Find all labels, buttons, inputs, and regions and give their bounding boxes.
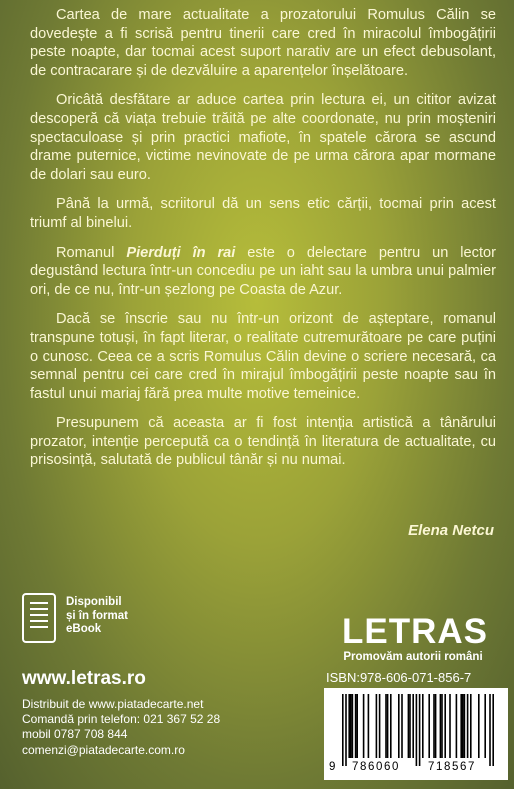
ebook-line-2: și în format — [66, 609, 128, 622]
barcode-bar — [409, 694, 411, 758]
barcode-bar — [368, 694, 370, 758]
barcode-bar — [484, 694, 486, 758]
barcode-bar — [363, 694, 365, 758]
review-author: Elena Netcu — [408, 522, 494, 539]
barcode-bar — [441, 694, 443, 758]
barcode-bar — [460, 694, 462, 758]
publisher-logo: LETRAS — [342, 612, 488, 651]
barcode-bar — [345, 694, 347, 766]
barcode-bar — [462, 694, 464, 758]
ebook-line-1: Disponibil — [66, 596, 122, 608]
barcode-bar — [449, 694, 451, 758]
barcode-bar — [376, 694, 378, 758]
barcode-bar — [408, 694, 410, 758]
barcode-bar — [416, 694, 418, 766]
blurb-paragraph-6: Presupunem că aceasta ar fi fost intenția artistică a tânărului prozator, intenție percepută ca o tendință în literatura de actualitate, cu prisosință, salutată de publicul tânăr și nu numai. — [30, 415, 496, 469]
book-title: Pierduți în rai — [126, 244, 236, 261]
ebook-availability — [66, 596, 128, 637]
blurb-paragraph-3: Până la urmă, scriitorul dă un sens etic cărții, tocmai prin acest triumf al binelui. — [30, 196, 496, 231]
blurb-paragraph-1: Cartea de mare actualitate a prozatorului Romulus Călin se dovedește a fi scrisă pentru tinerii care cred în miracolul îmbogățirii peste noapte, dar tocmai acest suport narativ are un efect debusolant, de contracarare și de dezvăluire a aparențelor înșelătoare. — [30, 7, 496, 79]
isbn-barcode — [324, 688, 508, 780]
barcode-bar — [352, 694, 354, 758]
barcode-bar — [350, 694, 352, 758]
barcode-bar — [385, 694, 387, 758]
barcode-bar — [419, 694, 421, 766]
barcode-bar — [433, 694, 435, 758]
order-email: comenzi@piatadecarte.com.ro — [22, 742, 185, 757]
barcode-right-digits: 718567 — [428, 761, 476, 773]
distributor: Distribuit de www.piatadecarte.net — [22, 697, 204, 711]
barcode-bar — [422, 694, 424, 758]
barcode-bar — [492, 694, 494, 766]
blurb-paragraph-2: Oricâtă desfătare ar aduce cartea prin lectura ei, un cititor avizat descoperă că viața trebuie trăită pe alte coordonate, nu prin moșteniri spectaculoase și prin practici mafiote, în spatele cărora se ascund drame puternice, victime nevinovate de pe urma cărora apar mormane de dolari sau euro. — [30, 92, 496, 183]
order-phone: Comandă prin telefon: 021 367 52 28 — [22, 712, 221, 727]
barcode-bar — [478, 694, 480, 758]
barcode-bar — [489, 694, 491, 766]
barcode-bar — [390, 694, 392, 758]
ebook-reader-icon — [22, 593, 56, 643]
barcode-bar — [355, 694, 357, 758]
barcode-bar — [456, 694, 458, 758]
barcode-bar — [401, 694, 403, 758]
publisher-tagline: Promovăm autorii români — [343, 651, 483, 663]
barcode-bar — [356, 694, 358, 758]
barcode-first-digit: 9 — [329, 761, 336, 773]
distribution-info — [22, 697, 220, 758]
back-cover-blurb — [30, 6, 496, 481]
isbn: ISBN:978-606-071-856-7 — [326, 670, 472, 685]
blurb-p4-before: Romanul — [56, 244, 127, 261]
barcode-bar — [387, 694, 389, 758]
order-mobile: mobil 0787 708 844 — [22, 727, 128, 742]
blurb-paragraph-4 — [30, 244, 496, 300]
barcode-bar — [467, 694, 469, 758]
barcode-bar — [444, 694, 446, 758]
barcode-bar — [440, 694, 442, 758]
barcode-bar — [428, 694, 430, 758]
blurb-p4-after: este o delectare pentru un lector degustând lectura într-un concediu pe un iaht sau la umbra unui palmier ori, de ce nu, într-un șezlong pe Coasta de Azur. — [30, 244, 496, 298]
barcode-bar — [342, 694, 344, 766]
barcode-bar — [412, 694, 414, 758]
ebook-line-3: eBook — [66, 623, 102, 635]
barcode-bar — [379, 694, 381, 758]
barcode-bar — [398, 694, 400, 758]
barcode-bar — [470, 694, 472, 758]
barcode-bar — [348, 694, 350, 758]
publisher-website: www.letras.ro — [22, 668, 146, 689]
blurb-paragraph-5: Dacă se înscrie sau nu într-un orizont de așteptare, romanul transpune totuși, în fapt literar, o realitate cutremurătoare pe care puțini o cunosc. Ceea ce a scris Romulus Călin devine o scriere necesară, ca semnal pentru cei care cred în mirajul îmbogățirii peste noapte sau în fastul unui mariaj fără prea multe motive temeinice. — [30, 311, 496, 402]
barcode-bar — [464, 694, 466, 758]
barcode-left-digits: 786060 — [352, 761, 400, 773]
barcode-bar — [435, 694, 437, 758]
